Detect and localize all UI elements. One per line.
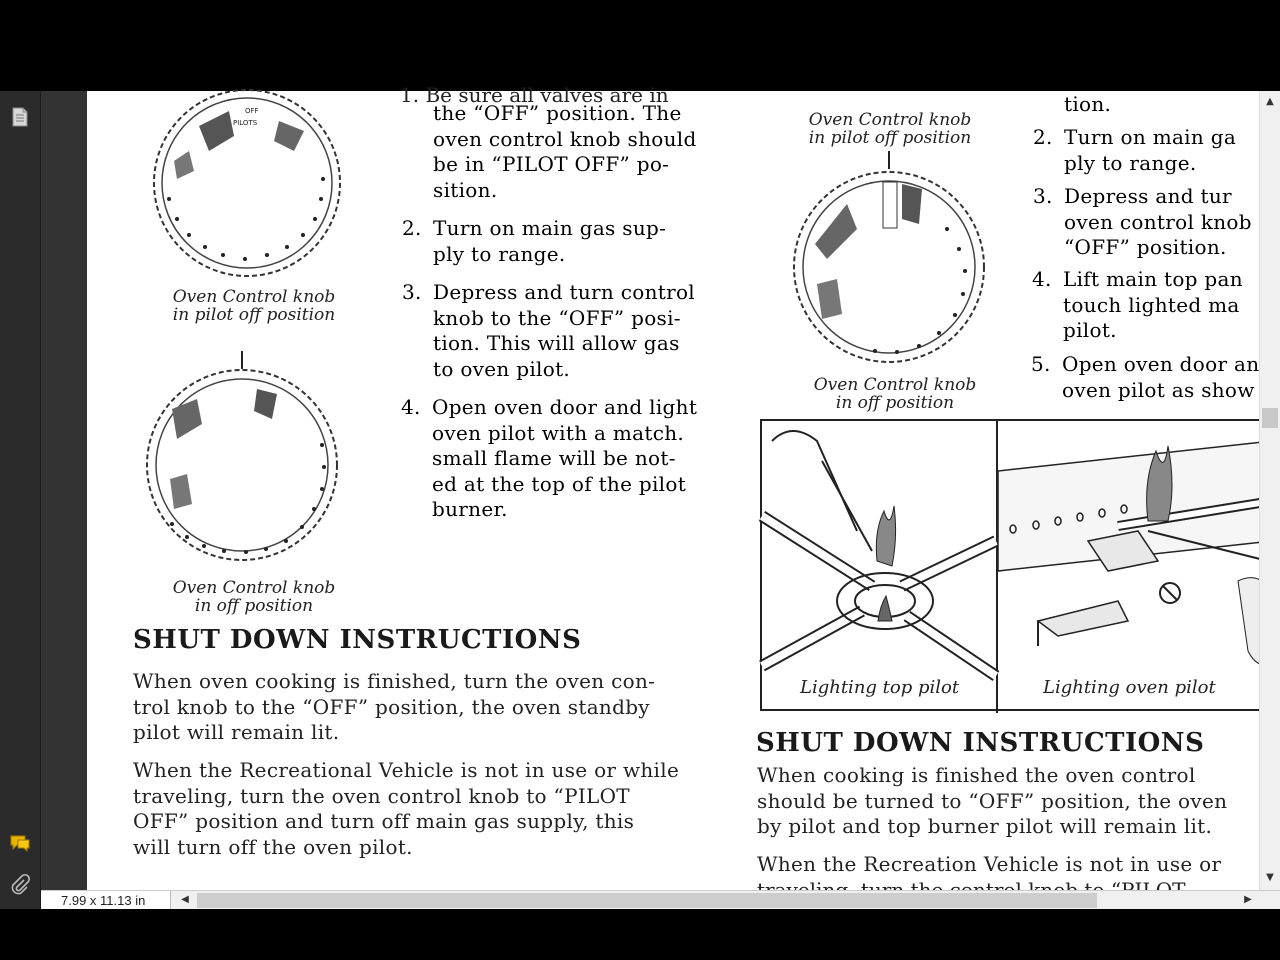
step-line: oven control knob should [433,126,697,151]
top-black-bar [0,0,1280,91]
document-viewport[interactable] [87,83,1260,890]
step-number: 4. [401,395,421,419]
lighting-oven-pilot-illustration [998,421,1272,713]
step-line: the “OFF” position. The [433,101,682,125]
step-number: 3. [1033,184,1053,208]
right-para-2-cut-line [757,880,1277,890]
attachments-icon[interactable] [6,871,34,899]
step-line: to oven pilot. [433,356,571,381]
caption-line: Oven Control knob [172,287,336,307]
right-shutdown-heading: SHUT DOWN INSTRUCTIONS [756,728,1205,758]
scroll-up-arrow-icon[interactable]: ▲ [1266,96,1274,107]
horizontal-scrollbar[interactable] [172,891,1280,910]
step-line: oven control knob [1064,209,1252,234]
pages-icon[interactable] [6,103,34,131]
bottom-black-bar [0,909,1280,960]
step-line: touch lighted ma [1063,292,1240,317]
comments-icon[interactable] [6,829,34,857]
step-number: 2. [402,216,422,240]
right-knob2-caption [800,376,990,412]
step1-cut-text: 1. Be sure all valves are in [400,83,669,107]
caption-line: in pilot off position [172,305,336,325]
step-line: sition. [433,177,498,202]
step-line: burner. [432,497,508,521]
step-number: 3. [402,280,422,304]
step-line: oven pilot with a match. [432,420,685,445]
scroll-right-arrow-icon[interactable]: ▶ [1244,894,1252,905]
right-oven-knob-illustration [787,149,997,369]
knob1-caption [159,288,349,324]
step-line: be in “PILOT OFF” po- [433,152,670,176]
knob-off-label: OFF [245,107,259,115]
step-line: Turn on main ga [1064,125,1237,149]
horizontal-scroll-thumb[interactable] [197,893,1097,908]
lighting-top-pilot-illustration [762,421,996,713]
para-line: When oven cooking is finished, turn the oven con- [133,669,656,693]
step-line: tion. [1064,92,1112,116]
step-number: 5. [1031,352,1051,376]
step-line: tion. This will allow gas [433,331,680,355]
document-gutter [41,91,87,890]
left-shutdown-heading: SHUT DOWN INSTRUCTIONS [133,625,582,655]
para-line: OFF” position and turn off main gas supply, this [133,809,635,833]
para-line: When the Recreational Vehicle is not in use or while [133,758,680,782]
para-line: should be turned to “OFF” position, the oven [757,788,1228,813]
step-line: small flame will be not- [432,446,676,470]
para-line: When cooking is finished the oven control [757,763,1196,787]
step-line: ed at the top of the pilot [432,471,687,496]
para-line: will turn off the oven pilot. [133,834,413,859]
oven-knob-pilot-off-illustration [149,91,349,281]
para-line: When the Recreation Vehicle is not in use or [757,852,1222,876]
step-number: 4. [1032,267,1052,291]
para-line: traveling, turn the oven control knob to “PILOT [133,783,630,808]
para-line: by pilot and top burner pilot will remain lit. [757,814,1213,838]
left-shutdown-para-1 [133,669,713,746]
lighting-oven-pilot-caption: Lighting oven pilot [1043,677,1216,698]
knob-pilot-label: PILOTS [233,119,258,127]
right-knob1-caption [795,111,985,147]
oven-knob-off-illustration [142,349,352,569]
caption-line: in off position [194,596,314,616]
lighting-top-pilot-caption: Lighting top pilot [800,677,960,698]
caption-line: Oven Control knob [172,578,336,598]
step-line: ply to range. [1064,150,1197,175]
caption-line: in pilot off position [808,128,972,148]
step-line: Turn on main gas sup- [433,216,667,240]
right-shutdown-para-2 [757,852,1277,878]
caption-line: Oven Control knob [808,110,972,130]
step-line: oven pilot as show [1062,377,1255,402]
step-line: Depress and turn control [433,280,695,304]
step-line: “OFF” position. [1064,235,1227,259]
step-line: Depress and tur [1064,184,1232,208]
right-step-1-tail [1064,92,1264,118]
vertical-scrollbar[interactable] [1259,91,1280,890]
knob2-caption [159,579,349,615]
step-line: Open oven door and light [432,395,698,419]
pilot-lighting-figure [760,419,1270,711]
vertical-scroll-thumb[interactable] [1262,408,1278,428]
para-line: pilot will remain lit. [133,720,340,744]
scroll-left-arrow-icon[interactable]: ◀ [181,894,189,905]
caption-line: in off position [835,393,955,413]
left-shutdown-para-2 [133,758,713,860]
caption-line: Oven Control knob [813,375,977,395]
step-line: knob to the “OFF” posi- [433,305,681,330]
scroll-down-arrow-icon[interactable]: ▼ [1266,872,1274,883]
step-number: 2. [1033,125,1053,149]
side-rail [0,91,41,909]
page-size-readout: 7.99 x 11.13 in [41,891,171,910]
status-bar [41,890,1280,909]
step-line: Open oven door an [1062,352,1260,376]
step-line: ply to range. [433,241,566,266]
right-shutdown-para-1 [757,763,1277,840]
step-line: Lift main top pan [1063,267,1243,291]
para-line: trol knob to the “OFF” position, the oven standby [133,694,650,719]
step-line: pilot. [1063,318,1117,342]
